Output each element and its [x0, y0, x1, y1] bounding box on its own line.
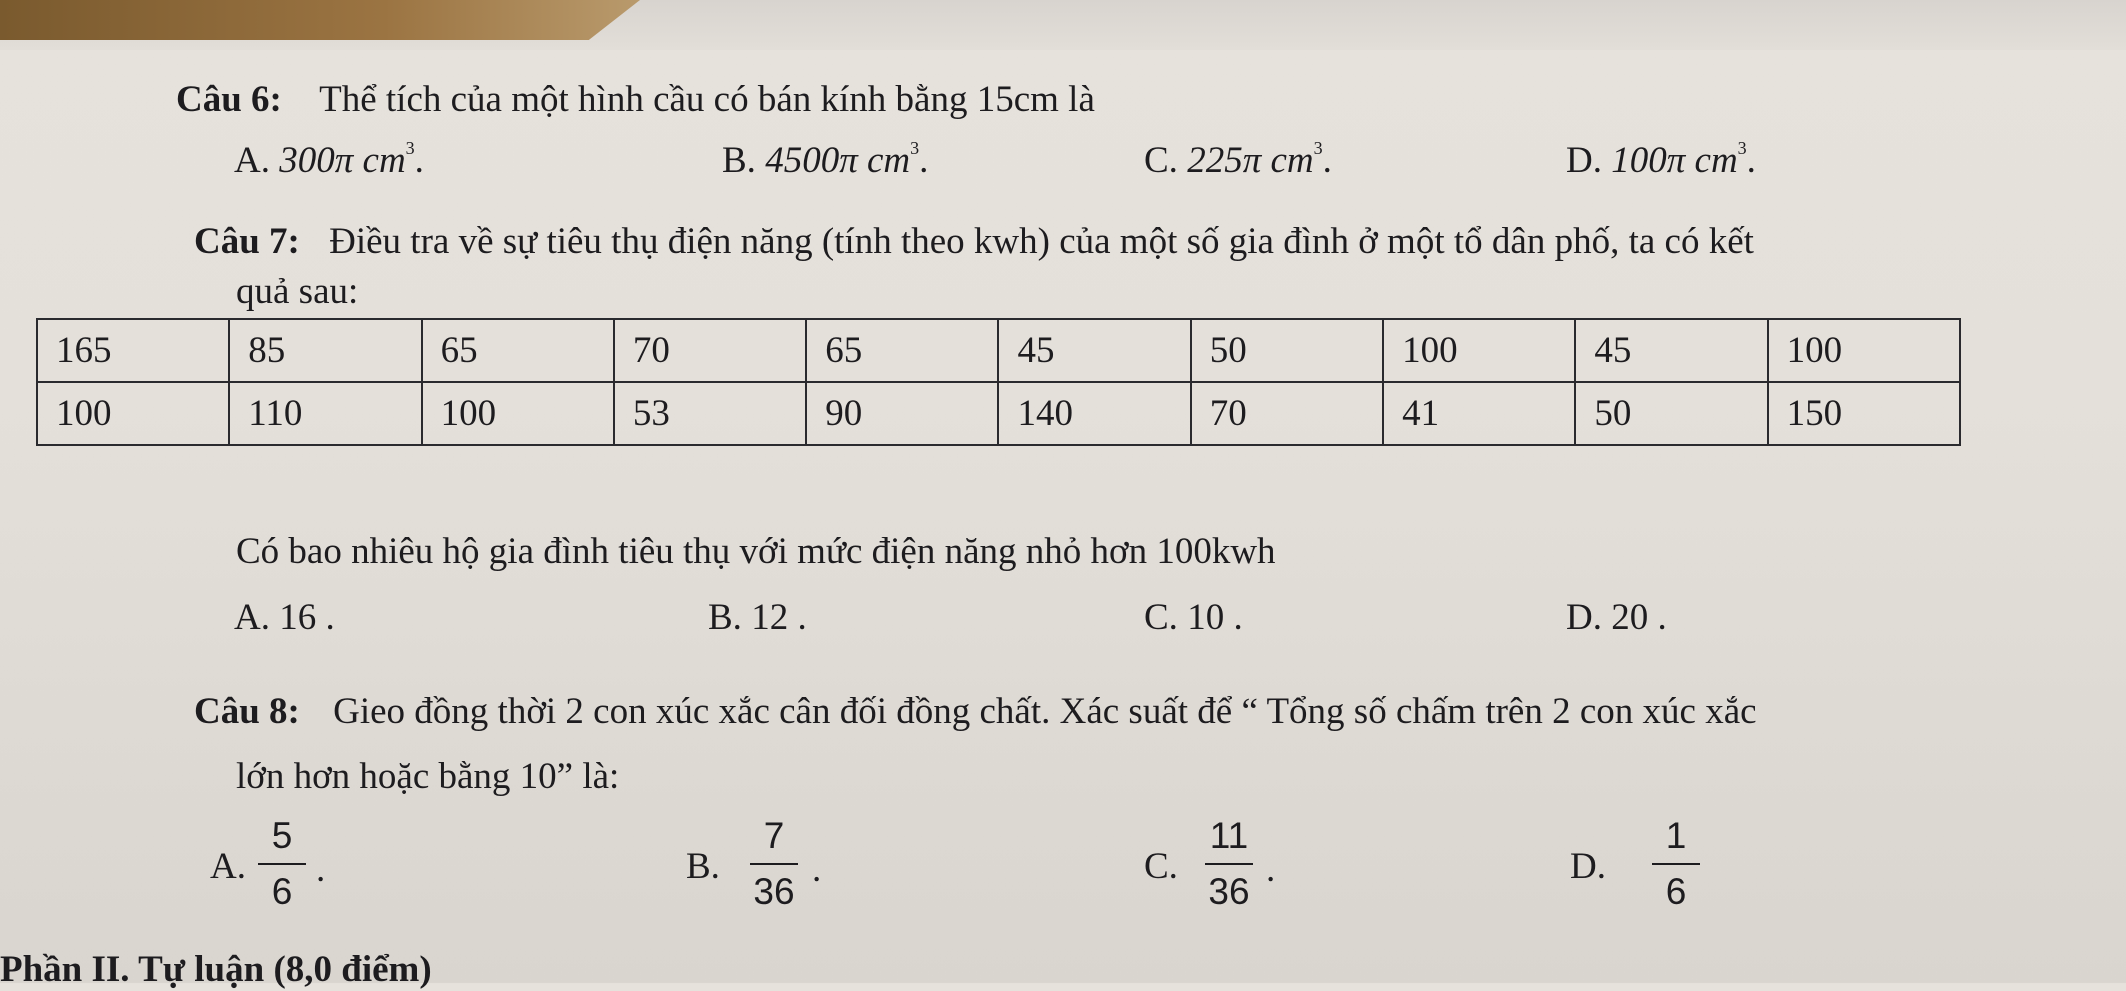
q8-option-a-end: .: [316, 849, 326, 890]
q8-option-b-fraction: [750, 815, 798, 913]
q6-option-c-letter: C.: [1144, 140, 1178, 181]
q7-option-c-letter: C.: [1144, 597, 1178, 638]
q7-line: [194, 220, 1754, 263]
table-cell: 100: [1383, 319, 1575, 382]
q6-option-c: [1144, 138, 1332, 182]
table-cell: 70: [614, 319, 806, 382]
q8-option-b-letter: B.: [686, 846, 720, 887]
q6-option-d-end: .: [1746, 140, 1756, 181]
q7-option-b-value: 12 .: [751, 597, 807, 638]
table-cell: 45: [998, 319, 1190, 382]
q6-option-a-sup: 3: [405, 138, 415, 158]
q6-option-b-sup: 3: [910, 138, 920, 158]
consumption-table: [36, 318, 1961, 446]
q7-text: Điều tra về sự tiêu thụ điện năng (tính theo kwh) của một số gia đình ở một tổ dân phố, ta có kết: [329, 221, 1754, 262]
denominator: 36: [1208, 871, 1250, 912]
q8-option-c-letter: C.: [1144, 846, 1178, 887]
q7-option-a: [234, 596, 335, 639]
table-cell: 65: [422, 319, 614, 382]
q6-label: Câu 6:: [176, 79, 282, 120]
q7-option-b: [708, 596, 807, 639]
table-cell: 100: [37, 382, 229, 445]
q7-option-d-value: 20 .: [1611, 597, 1667, 638]
q8-option-b-end: .: [812, 849, 822, 890]
q8-option-d-letter: D.: [1570, 846, 1606, 887]
q6-option-a-value: 300π cm: [279, 140, 406, 181]
table-cell: 90: [806, 382, 998, 445]
q6-option-a-letter: A.: [234, 140, 270, 181]
table-cell: 165: [37, 319, 229, 382]
table-cell: 70: [1191, 382, 1383, 445]
q8-text2: lớn hơn hoặc bằng 10” là:: [236, 756, 620, 797]
q6-option-c-sup: 3: [1313, 138, 1323, 158]
q8-text: Gieo đồng thời 2 con xúc xắc cân đối đồng chất. Xác suất để “ Tổng số chấm trên 2 con xúc xắc: [333, 691, 1757, 732]
q7-option-c-value: 10 .: [1187, 597, 1243, 638]
table-cell: 65: [806, 319, 998, 382]
q6-option-b-value: 4500π cm: [765, 140, 911, 181]
q7-option-a-letter: A.: [234, 597, 270, 638]
numerator: 11: [1209, 815, 1249, 856]
q6-option-d: [1566, 138, 1756, 182]
q7-option-a-value: 16 .: [279, 597, 335, 638]
table-cell: 45: [1575, 319, 1767, 382]
q6-option-b-end: .: [919, 140, 929, 181]
table-cell: 140: [998, 382, 1190, 445]
fraction-bar: [1205, 863, 1253, 865]
q7-label: Câu 7:: [194, 221, 300, 262]
fraction-bar: [258, 863, 306, 865]
q7-option-b-letter: B.: [708, 597, 742, 638]
q6-option-a: [234, 138, 424, 182]
q7-question: Có bao nhiêu hộ gia đình tiêu thụ với mức điện năng nhỏ hơn 100kwh: [236, 531, 1276, 572]
q6-option-a-end: .: [414, 140, 424, 181]
part2-heading: Phần II. Tự luận (8,0 điểm): [0, 949, 432, 990]
q6-option-d-value: 100π cm: [1611, 140, 1738, 181]
q7-option-d-letter: D.: [1566, 597, 1602, 638]
q6-option-d-sup: 3: [1737, 138, 1747, 158]
wooden-surface: [0, 0, 640, 40]
fraction-bar: [1652, 863, 1700, 865]
table-cell: 100: [1768, 319, 1960, 382]
q8-label: Câu 8:: [194, 691, 300, 732]
q6-option-c-end: .: [1322, 140, 1332, 181]
q8-option-d-fraction: [1652, 815, 1700, 913]
q8-option-a-fraction: [258, 815, 306, 913]
q8-option-c-end: .: [1266, 849, 1276, 890]
q6-option-d-letter: D.: [1566, 140, 1602, 181]
table-cell: 110: [229, 382, 421, 445]
table-row: [37, 382, 1960, 445]
q6-line: [176, 78, 1095, 121]
denominator: 6: [271, 871, 293, 912]
q8-line: [194, 690, 1757, 733]
table-cell: 41: [1383, 382, 1575, 445]
q7-option-c: [1144, 596, 1243, 639]
table-cell: 53: [614, 382, 806, 445]
q6-option-b: [722, 138, 928, 182]
denominator: 6: [1665, 871, 1687, 912]
table-cell: 50: [1575, 382, 1767, 445]
q8-option-c-fraction: [1205, 815, 1253, 913]
q7-text2: quả sau:: [236, 271, 359, 312]
q8-option-a-letter: A.: [210, 846, 246, 887]
denominator: 36: [753, 871, 795, 912]
q6-text: Thể tích của một hình cầu có bán kính bằng 15cm là: [319, 79, 1095, 120]
q6-option-b-letter: B.: [722, 140, 756, 181]
q6-option-c-value: 225π cm: [1187, 140, 1314, 181]
table-cell: 100: [422, 382, 614, 445]
numerator: 7: [763, 815, 785, 856]
q7-option-d: [1566, 596, 1667, 639]
table-row: [37, 319, 1960, 382]
table-cell: 85: [229, 319, 421, 382]
table-cell: 150: [1768, 382, 1960, 445]
table-cell: 50: [1191, 319, 1383, 382]
fraction-bar: [750, 863, 798, 865]
numerator: 5: [271, 815, 293, 856]
numerator: 1: [1665, 815, 1687, 856]
